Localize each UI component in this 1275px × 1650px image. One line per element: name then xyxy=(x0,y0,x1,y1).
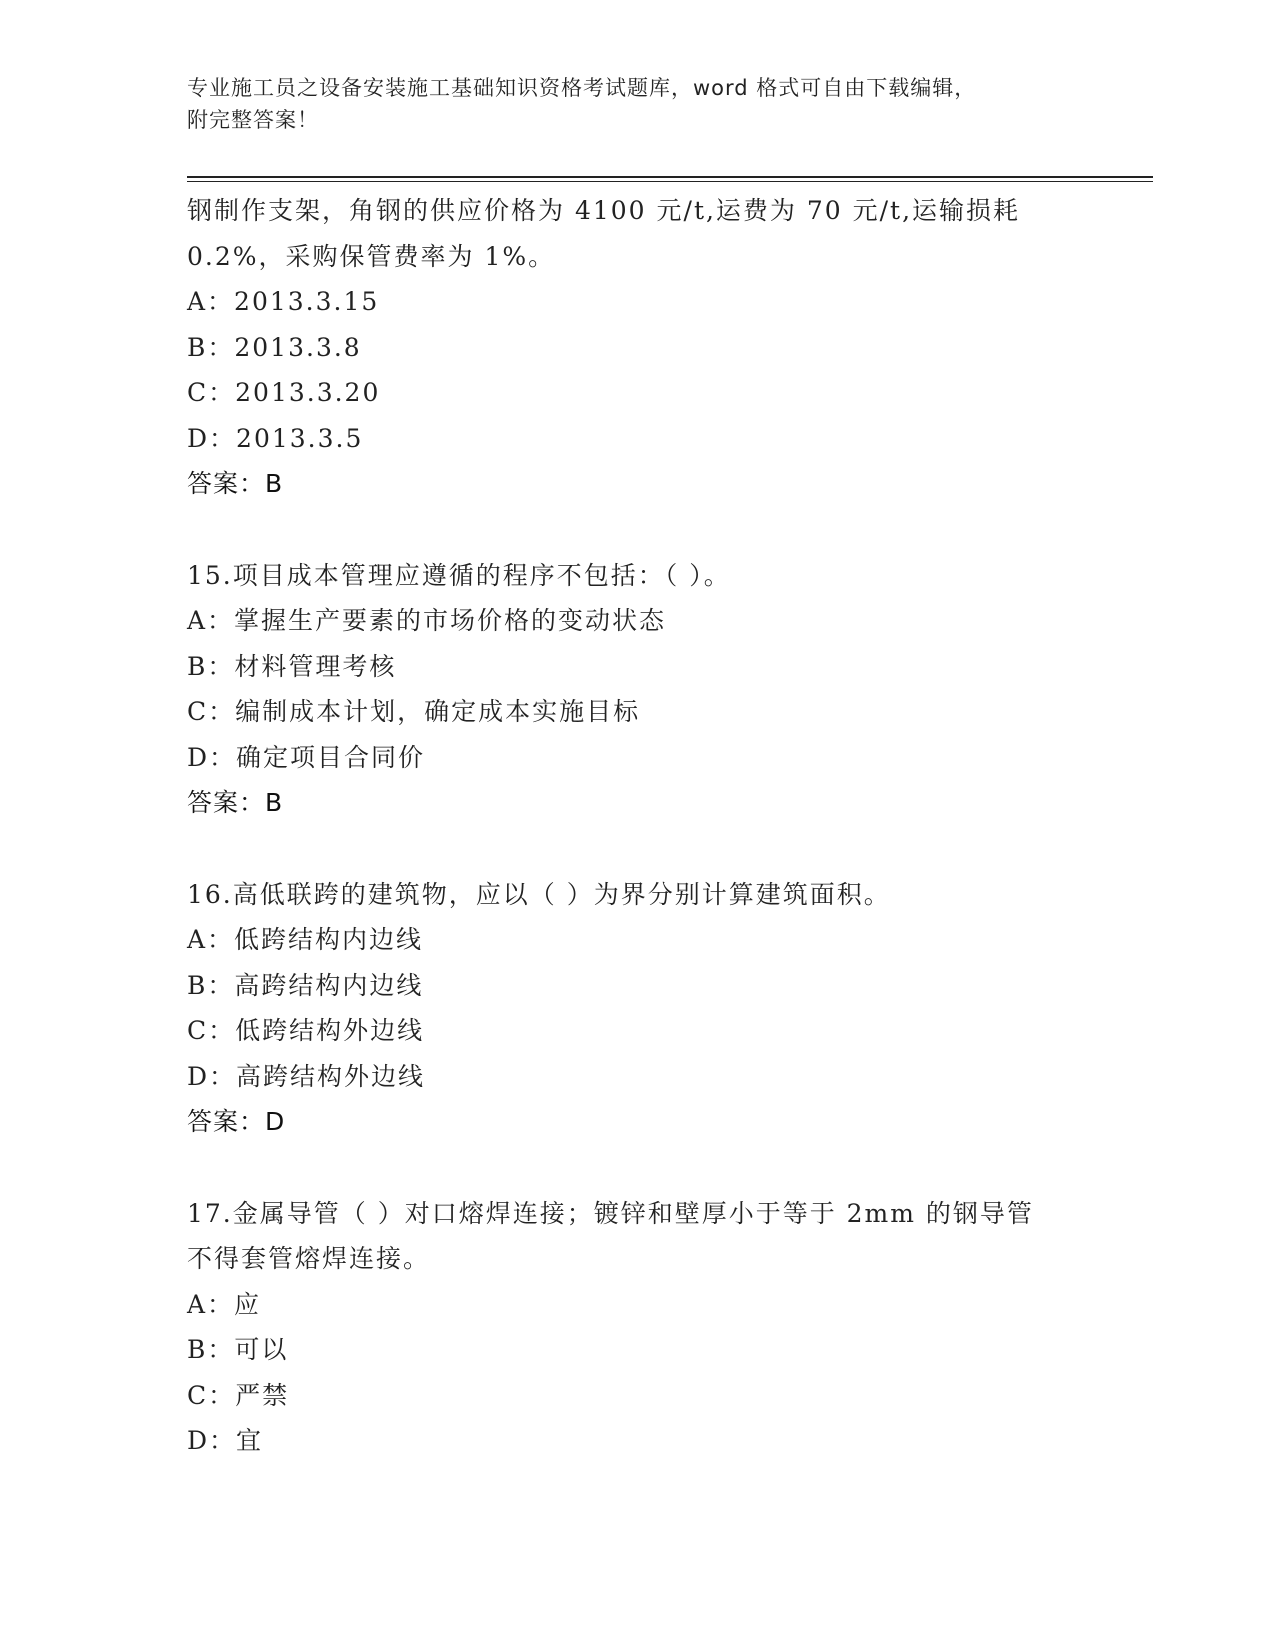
option-a: A：掌握生产要素的市场价格的变动状态 xyxy=(187,606,667,635)
option-c: C：2013.3.20 xyxy=(187,378,381,407)
question-stem: 16.高低联跨的建筑物，应以（ ）为界分别计算建筑面积。 xyxy=(187,879,891,909)
question-stem-line: 0.2%，采购保管费率为 1%。 xyxy=(187,241,556,271)
header-line-2: 附完整答案！ xyxy=(187,108,319,132)
question-16 xyxy=(187,872,1067,1145)
option-c: C：严禁 xyxy=(187,1380,290,1410)
option-b: B：高跨结构内边线 xyxy=(187,970,424,1000)
header-divider-thick xyxy=(187,176,1153,178)
option-a: A：低跨结构内边线 xyxy=(187,925,424,954)
option-c: C：低跨结构外边线 xyxy=(187,1016,425,1045)
spacer xyxy=(187,1145,1067,1191)
option-d: D：2013.3.5 xyxy=(187,423,364,453)
option-a: A：应 xyxy=(187,1289,262,1319)
option-b: B：可以 xyxy=(187,1335,289,1364)
answer-key: 答案：B xyxy=(187,788,284,817)
option-d: D：高跨结构外边线 xyxy=(187,1061,426,1091)
option-b: B：材料管理考核 xyxy=(187,651,397,681)
option-c: C：编制成本计划，确定成本实施目标 xyxy=(187,697,641,726)
header-line-1: 专业施工员之设备安装施工基础知识资格考试题库，word 格式可自由下载编辑， xyxy=(187,76,977,100)
question-15 xyxy=(187,553,1067,826)
question-stem-line: 17.金属导管（ ）对口熔焊连接；镀锌和壁厚小于等于 2mm 的钢导管 xyxy=(187,1198,1034,1228)
option-b: B：2013.3.8 xyxy=(187,332,362,362)
spacer xyxy=(187,507,1067,553)
question-stem-line: 不得套管熔焊连接。 xyxy=(187,1244,431,1273)
answer-key: 答案：D xyxy=(187,1107,286,1136)
header-divider-thin xyxy=(187,181,1153,182)
document-header xyxy=(187,72,1067,136)
question-stem: 15.项目成本管理应遵循的程序不包括：（ ）。 xyxy=(187,560,731,590)
question-17 xyxy=(187,1191,1067,1464)
option-d: D：宜 xyxy=(187,1426,264,1455)
question-14 xyxy=(187,188,1067,507)
question-list xyxy=(187,188,1067,1464)
question-stem-line: 钢制作支架，角钢的供应价格为 4100 元/t,运费为 70 元/t,运输损耗 xyxy=(187,196,1021,225)
answer-key: 答案：B xyxy=(187,469,284,498)
option-a: A：2013.3.15 xyxy=(187,287,380,316)
spacer xyxy=(187,826,1067,872)
option-d: D：确定项目合同价 xyxy=(187,742,426,772)
